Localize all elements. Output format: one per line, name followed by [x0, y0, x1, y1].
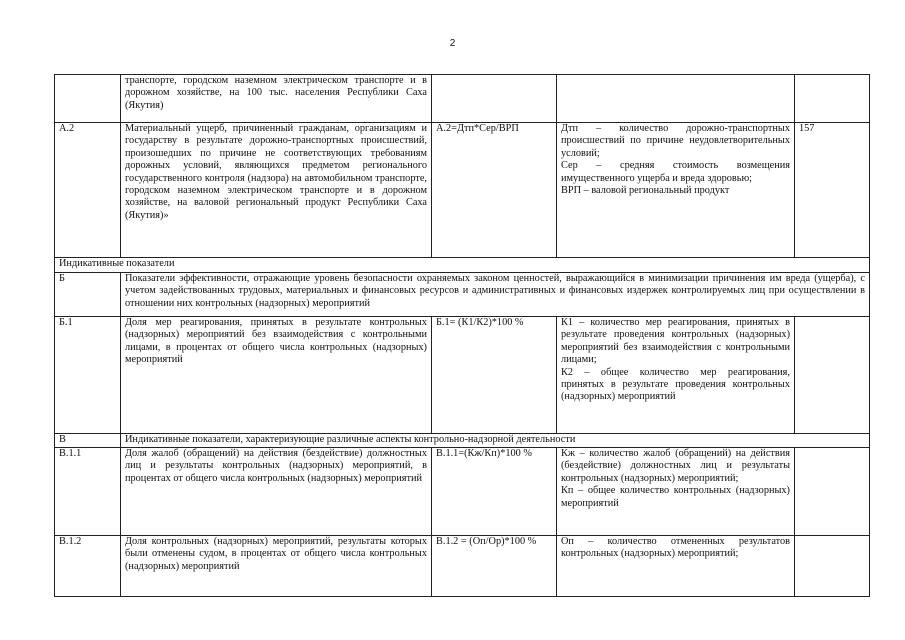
variables-cell — [557, 75, 795, 123]
formula-cell — [432, 75, 557, 123]
variable-definition: Оп – количество отмененных результатов контрольных (надзорных) мероприятий; — [561, 536, 790, 560]
value-cell — [795, 448, 870, 536]
value-cell: 157 — [795, 123, 870, 258]
table-row-v — [55, 434, 870, 448]
formula-cell: А.2=Дтп*Сер/ВРП — [432, 123, 557, 258]
variable-definition: Сер – средняя стоимость возмещения имущественного ущерба и вреда здоровью; — [561, 160, 790, 184]
variables-cell — [557, 123, 795, 258]
description-cell: Материальный ущерб, причиненный гражданам, организациям и государству в результате дорожно-транспортных происшествий, произошедших по причине не соответствующих требованиям дорожных условий, являющихся предметом регионального государственного контроля (надзора) на автомобильном транспорте, городском наземном электрическом транспорте и в дорожном хозяйстве, на валовой региональный продукт Республики Саха (Якутия)» — [121, 123, 432, 258]
section-header-row — [55, 258, 870, 273]
indicators-table — [54, 74, 870, 597]
table-row-b1 — [55, 317, 870, 434]
description-cell: Доля жалоб (обращений) на действия (бездействие) должностных лиц и результаты контрольных (надзорных) мероприятий, в процентах от общего числа контрольных (надзорных) мероприятий — [121, 448, 432, 536]
description-cell: Доля контрольных (надзорных) мероприятий, результаты которых были отменены судом, в процентах от общего числа контрольных (надзорных) мероприятий — [121, 536, 432, 597]
code-cell: В — [55, 434, 121, 448]
formula-cell: Б.1= (К1/К2)*100 % — [432, 317, 557, 434]
code-cell: В.1.1 — [55, 448, 121, 536]
formula-cell: В.1.2 = (Оп/Ор)*100 % — [432, 536, 557, 597]
table-row-b — [55, 273, 870, 317]
variable-definition: Кп – общее количество контрольных (надзорных) мероприятий — [561, 485, 790, 509]
description-cell: Доля мер реагирования, принятых в результате контрольных (надзорных) мероприятий без взаимодействия с контрольными лицами, в процентах от общего числа контрольных (надзорных) мероприятий — [121, 317, 432, 434]
code-cell — [55, 75, 121, 123]
variables-cell — [557, 317, 795, 434]
code-cell: Б.1 — [55, 317, 121, 434]
variables-cell — [557, 536, 795, 597]
table-row-v12 — [55, 536, 870, 597]
variable-definition: Кж – количество жалоб (обращений) на действия (бездействие) должностных лиц и результаты контрольных (надзорных) мероприятий; — [561, 448, 790, 484]
code-cell: Б — [55, 273, 121, 317]
variable-definition: К1 – количество мер реагирования, принятых в результате проведения контрольных (надзорных) мероприятий без взаимодействия с контрольными лицами; — [561, 317, 790, 366]
table-row-continuation — [55, 75, 870, 123]
description-cell: Показатели эффективности, отражающие уровень безопасности охраняемых законом ценностей, выражающийся в минимизации причинения им вреда (ущерба), с учетом задействованных трудовых, материальных и финансовых ресурсов и административных и финансовых издержек контролируемых лиц при осуществлении в отношении них контрольных (надзорных) мероприятий — [121, 273, 870, 317]
code-cell: В.1.2 — [55, 536, 121, 597]
value-cell — [795, 536, 870, 597]
table-row-a2 — [55, 123, 870, 258]
variable-definition: К2 – общее количество мер реагирования, принятых в результате проведения контрольных (надзорных) мероприятий — [561, 366, 790, 403]
variable-definition: ВРП – валовой региональный продукт — [561, 185, 730, 197]
variables-cell — [557, 448, 795, 536]
page-number: 2 — [449, 38, 456, 49]
code-cell: А.2 — [55, 123, 121, 258]
value-cell — [795, 75, 870, 123]
formula-cell: В.1.1=(Кж/Кп)*100 % — [432, 448, 557, 536]
variable-definition: Дтп – количество дорожно-транспортных происшествий по причине неудовлетворительных условий; — [561, 123, 790, 159]
table-row-v11 — [55, 448, 870, 536]
description-cell: транспорте, городском наземном электрическом транспорте и в дорожном хозяйстве, на 100 тыс. населения Республики Саха (Якутия) — [121, 75, 432, 123]
description-cell: Индикативные показатели, характеризующие различные аспекты контрольно-надзорной деятельности — [121, 434, 870, 448]
section-header: Индикативные показатели — [55, 258, 870, 273]
value-cell — [795, 317, 870, 434]
